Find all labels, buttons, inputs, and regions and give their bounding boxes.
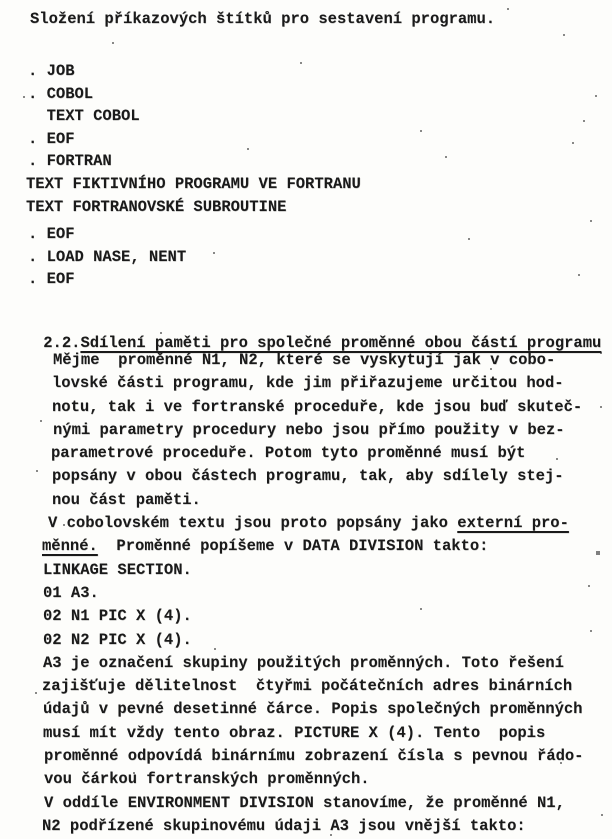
body-line: Mějme proměnné N1, N2, které se vyskytují jak v cobo- [53,351,556,369]
extern-line2-underlined: měnné. [42,537,98,556]
command-card-list [28,60,361,291]
body-line: vou čárkou fortranských proměnných. [44,770,370,789]
card-list-line: . EOF [28,129,75,148]
extern-line-plain: V cobolovském textu jsou proto popsány jako [48,514,458,533]
scan-noise-specks [0,0,2,2]
card-list-line: TEXT COBOL [28,107,140,126]
body-line: proměnné odpovídá binárnímu zobrazení čísla s pevnou řádo- [44,747,584,766]
card-list-line: . COBOL [28,84,94,103]
body-line: A3 je označení skupiny použitých proměnných. Toto řešení [43,653,564,672]
body-line: notu, tak i ve fortranské proceduře, kde jsou buď skuteč- [52,397,583,416]
section-number: 2.2. [43,334,81,352]
body-line: N2 podřízené skupinovému údaji A3 jsou vnější takto: [42,816,526,835]
code-line: 02 N1 PIC X (4). [43,607,192,626]
body-line: nou část paměti. [52,490,201,509]
section-title: Sdílení paměti pro společné proměnné obou částí programu [80,334,602,352]
card-list-line: . JOB [28,62,75,80]
card-list-line: TEXT FIKTIVNÍHO PROGRAMU VE FORTRANU [26,174,361,193]
body-line: lovské části programu, kde jim přiřazujeme určitou hod- [52,374,564,393]
code-line: 01 A3. [43,583,99,602]
body-line: nými parametry procedury nebo jsou přímo použity v bez- [53,420,565,439]
body-text-block [42,349,584,838]
card-list-line: . LOAD NASE, NENT [28,247,187,266]
body-line: popsány v obou částech programu, tak, aby sdílely stej- [52,467,564,486]
extern-line-underlined: externí pro- [457,514,569,533]
card-list-line: . EOF [28,270,75,289]
card-list-line: . EOF [28,225,75,244]
card-list-line: TEXT FORTRANOVSKÉ SUBROUTINE [26,197,287,216]
body-line: V oddíle ENVIRONMENT DIVISION stanovíme, že proměnné N1, [44,793,565,812]
code-line: 02 N2 PIC X (4). [43,630,192,649]
body-line: zajišťuje dělitelnost čtyřmi počátečních adres binárních [42,677,573,696]
body-line: údajů v pevné desetinné čárce. Popis společných proměnných [43,700,583,719]
extern-line2-plain: Proměnné popíšeme v DATA DIVISION takto: [97,537,489,556]
body-line [42,535,584,558]
intro-line: Složení příkazových štítků pro sestavení programu. [30,10,496,28]
code-line: LINKAGE SECTION. [43,560,192,579]
card-list-line: . FORTRAN [28,152,112,171]
body-line: musí mít vždy tento obraz. PICTURE X (4). Tento popis [43,723,546,742]
body-line [48,512,584,535]
body-line: parametrové proceduře. Potom tyto proměnné musí být [51,444,526,463]
